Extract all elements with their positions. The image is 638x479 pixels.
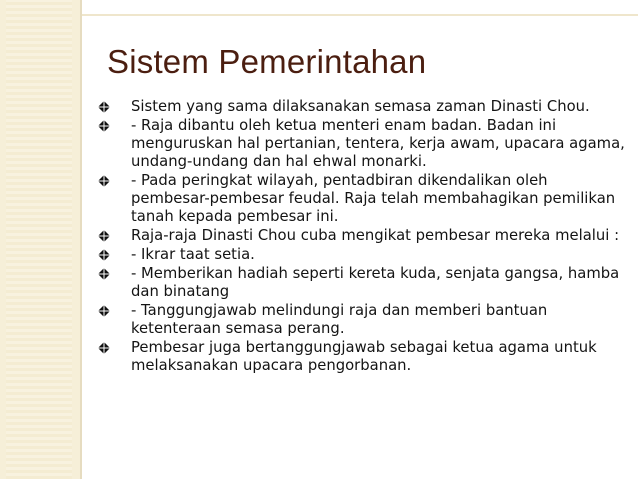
four-diamond-bullet-icon <box>98 230 110 242</box>
bullet-text: Sistem yang sama dilaksanakan semasa zaman Dinasti Chou. <box>131 98 590 115</box>
bullet-item <box>98 117 626 171</box>
four-diamond-bullet-icon <box>98 342 110 354</box>
four-diamond-bullet-icon <box>98 249 110 261</box>
four-diamond-bullet-icon <box>98 101 110 113</box>
four-diamond-bullet-icon <box>98 175 110 187</box>
left-band-texture <box>6 0 72 479</box>
bullet-text: - Pada peringkat wilayah, pentadbiran dikendalikan oleh pembesar-pembesar feudal. Raja telah membahagikan pemilikan tanah kepada pembesar ini. <box>131 172 616 225</box>
bullet-item <box>98 172 626 226</box>
bullet-text: Pembesar juga bertanggungjawab sebagai ketua agama untuk melaksanakan upacara pengorbanan. <box>131 339 597 374</box>
left-decorative-band <box>0 0 80 479</box>
four-diamond-bullet-icon <box>98 120 110 132</box>
bullet-item <box>98 246 626 264</box>
bullet-item <box>98 339 626 375</box>
bullet-item <box>98 227 626 245</box>
bullet-item <box>98 265 626 301</box>
bullet-text: - Memberikan hadiah seperti kereta kuda, senjata gangsa, hamba dan binatang <box>131 265 620 300</box>
bullet-item <box>98 302 626 338</box>
slide-title: Sistem Pemerintahan <box>107 43 427 80</box>
four-diamond-bullet-icon <box>98 268 110 280</box>
bullet-item <box>98 98 626 116</box>
left-divider <box>80 0 82 479</box>
bullet-list <box>98 98 626 376</box>
bullet-text: - Tanggungjawab melindungi raja dan memberi bantuan ketenteraan semasa perang. <box>131 302 548 337</box>
top-divider <box>82 14 638 16</box>
bullet-text: - Raja dibantu oleh ketua menteri enam badan. Badan ini menguruskan hal pertanian, tentera, kerja awam, upacara agama, undang-undang dan hal ehwal monarki. <box>131 117 625 170</box>
four-diamond-bullet-icon <box>98 305 110 317</box>
bullet-text: Raja-raja Dinasti Chou cuba mengikat pembesar mereka melalui : <box>131 227 620 244</box>
bullet-text: - Ikrar taat setia. <box>131 246 255 263</box>
